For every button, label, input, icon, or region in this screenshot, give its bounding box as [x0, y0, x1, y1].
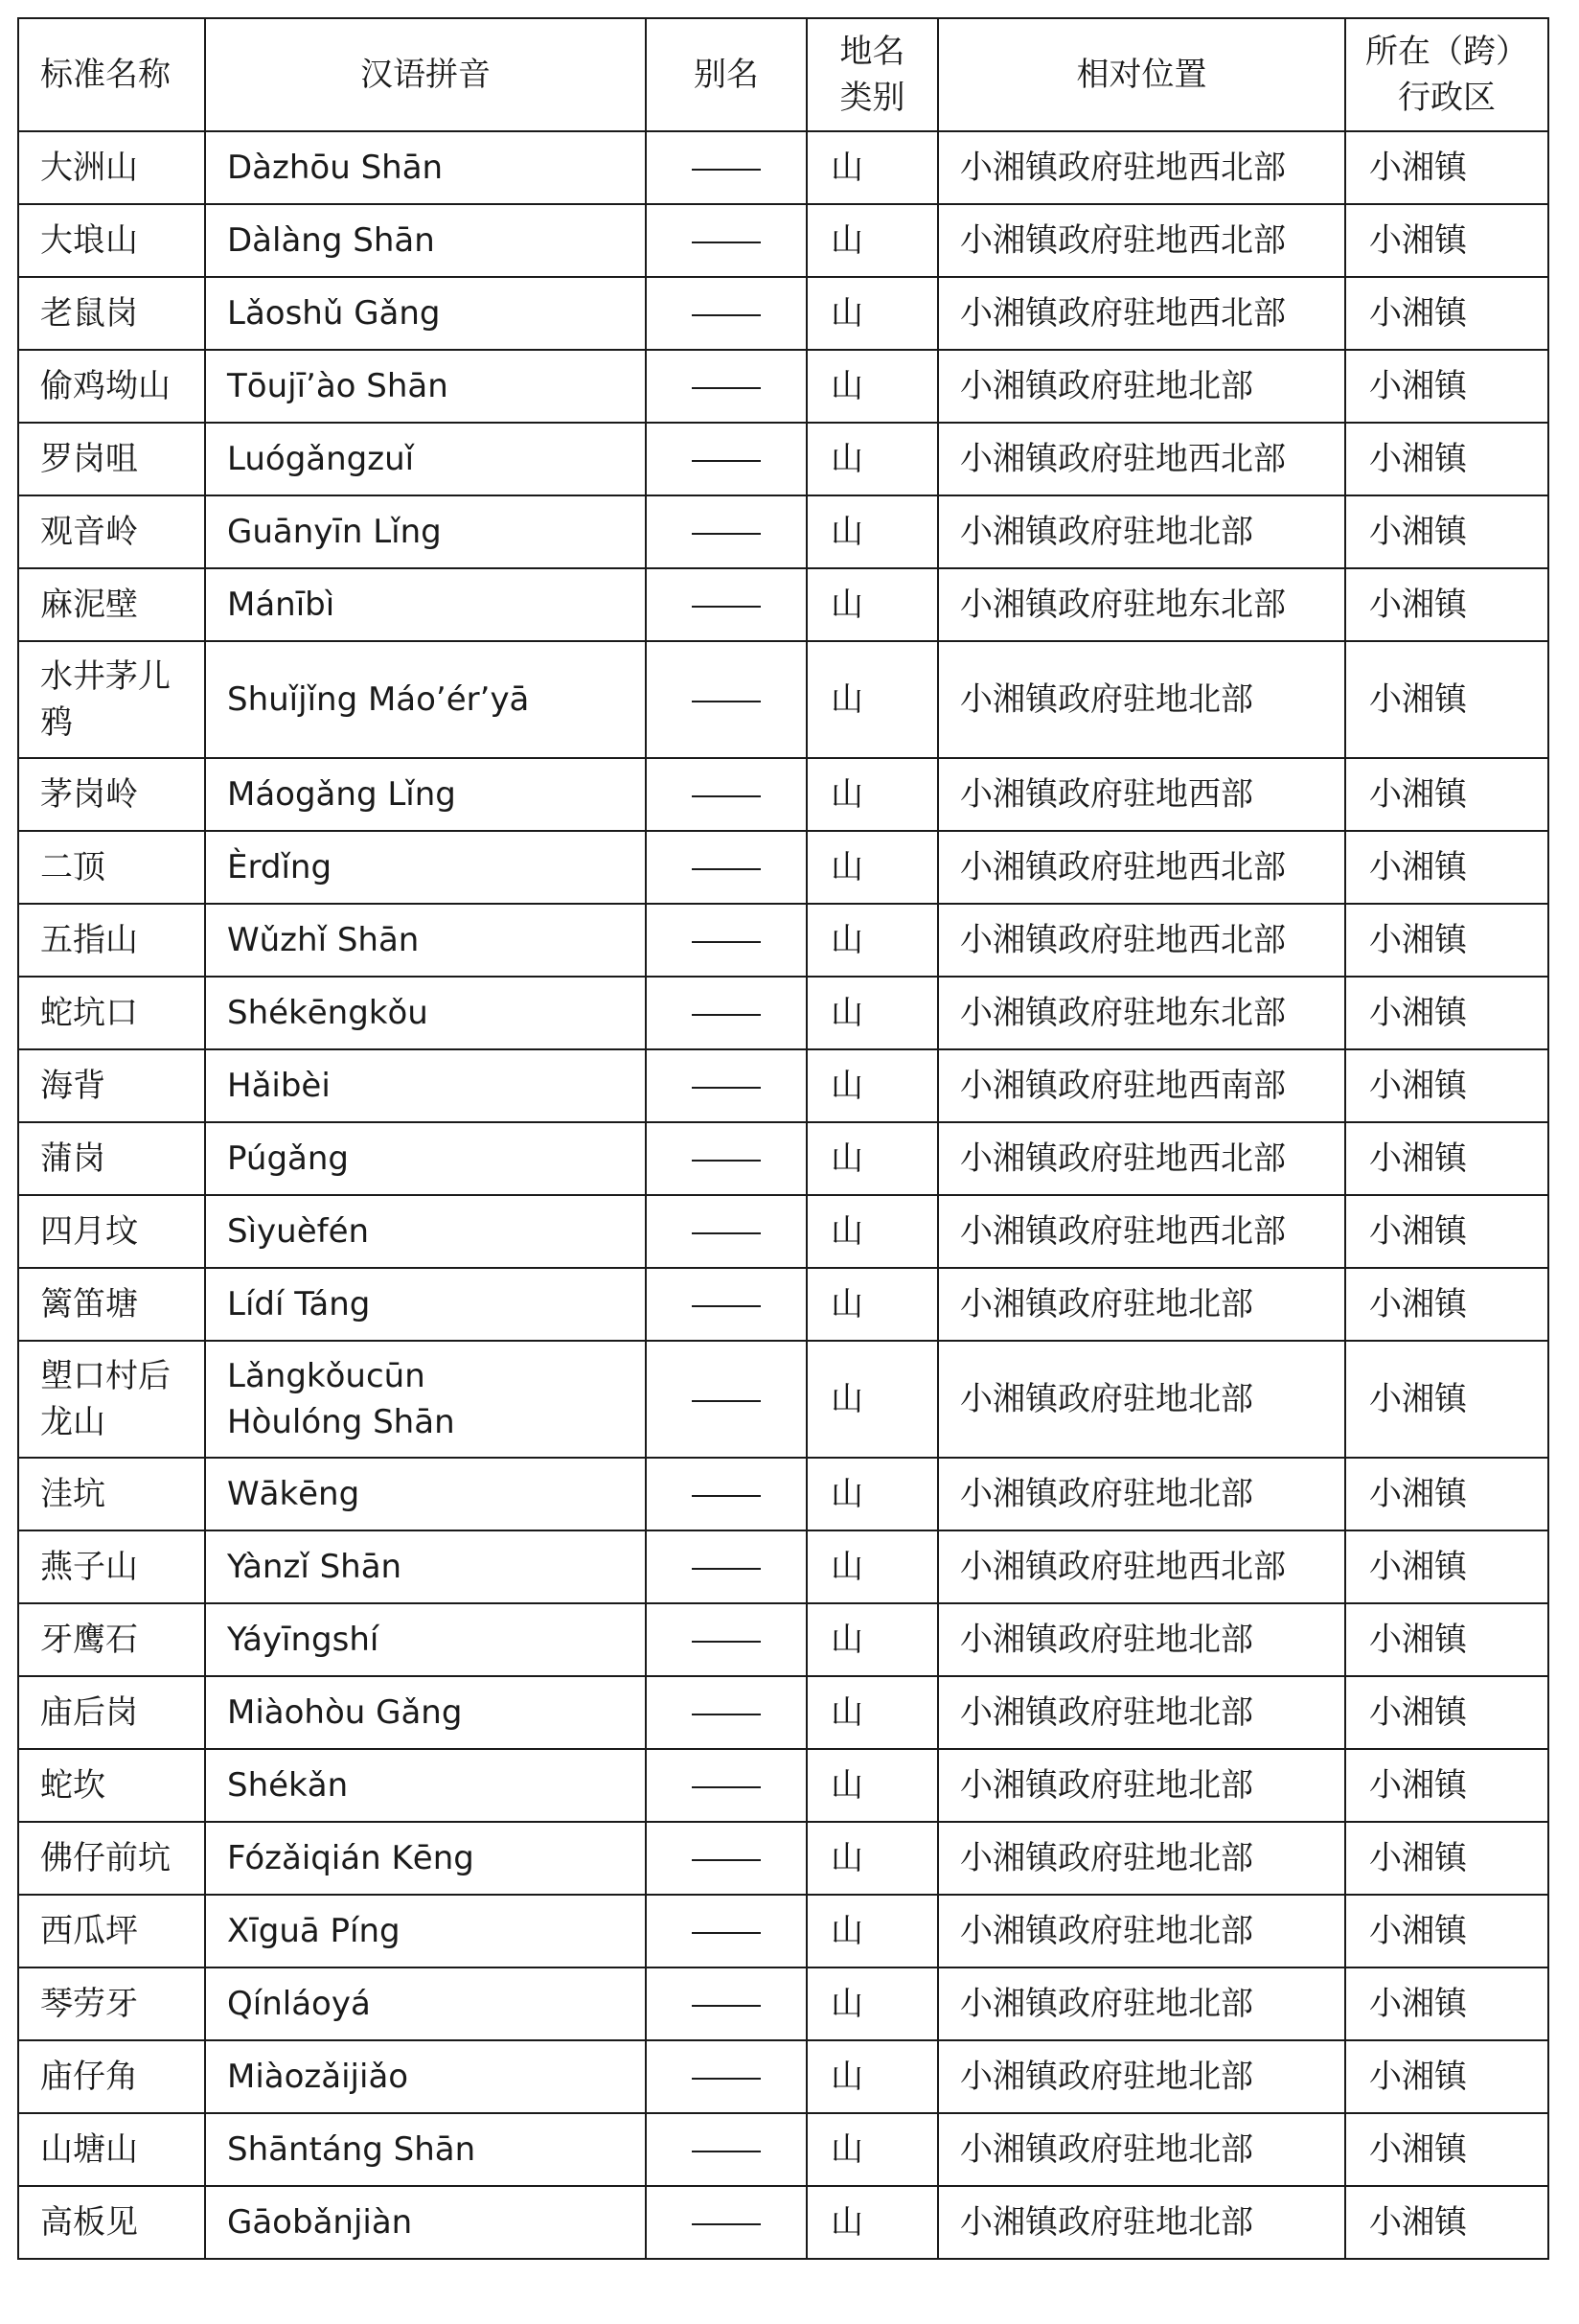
admin-region-cell: 小湘镇: [1345, 423, 1548, 495]
relative-position-cell: 小湘镇政府驻地西北部: [938, 1530, 1345, 1603]
alias-cell: [646, 1341, 807, 1458]
admin-region-cell: 小湘镇: [1345, 1895, 1548, 1967]
place-type-cell: 山: [807, 641, 938, 758]
alias-cell: [646, 568, 807, 641]
table-row: [18, 495, 1548, 568]
alias-empty-dash: [692, 1160, 761, 1162]
pinyin-cell: Wākēng: [205, 1458, 646, 1530]
table-row: [18, 277, 1548, 350]
alias-cell: [646, 277, 807, 350]
admin-region-cell: 小湘镇: [1345, 977, 1548, 1049]
pinyin-cell: Gāobǎnjiàn: [205, 2186, 646, 2259]
pinyin-cell: Xīguā Píng: [205, 1895, 646, 1967]
standard-name-cell: 四月坟: [18, 1195, 205, 1268]
alias-cell: [646, 423, 807, 495]
admin-region-cell: 小湘镇: [1345, 277, 1548, 350]
place-type-cell: 山: [807, 2113, 938, 2186]
alias-empty-dash: [692, 2005, 761, 2007]
table-row: [18, 423, 1548, 495]
pinyin-cell: Miàohòu Gǎng: [205, 1676, 646, 1749]
relative-position-cell: 小湘镇政府驻地北部: [938, 1822, 1345, 1895]
alias-empty-dash: [692, 1232, 761, 1234]
pinyin-cell: Dàlàng Shān: [205, 204, 646, 277]
alias-cell: [646, 758, 807, 831]
standard-name-cell: 罗岗咀: [18, 423, 205, 495]
admin-region-cell: 小湘镇: [1345, 1749, 1548, 1822]
place-name-table: [17, 17, 1549, 2260]
place-type-cell: 山: [807, 568, 938, 641]
alias-empty-dash: [692, 1087, 761, 1089]
header-standard-name: 标准名称: [18, 18, 205, 131]
standard-name-cell: 塱口村后龙山: [18, 1341, 205, 1458]
table-row: [18, 1268, 1548, 1341]
alias-empty-dash: [692, 169, 761, 171]
alias-empty-dash: [692, 460, 761, 462]
place-type-cell: 山: [807, 1895, 938, 1967]
admin-region-cell: 小湘镇: [1345, 1268, 1548, 1341]
relative-position-cell: 小湘镇政府驻地西北部: [938, 831, 1345, 904]
standard-name-cell: 偷鸡坳山: [18, 350, 205, 423]
header-admin-region: 所在（跨） 行政区: [1345, 18, 1548, 131]
table-row: [18, 1458, 1548, 1530]
relative-position-cell: 小湘镇政府驻地北部: [938, 1341, 1345, 1458]
alias-empty-dash: [692, 242, 761, 243]
alias-cell: [646, 1822, 807, 1895]
table-row: [18, 2186, 1548, 2259]
alias-empty-dash: [692, 1932, 761, 1934]
pinyin-cell: Guānyīn Lǐng: [205, 495, 646, 568]
admin-region-cell: 小湘镇: [1345, 1530, 1548, 1603]
alias-cell: [646, 2113, 807, 2186]
admin-region-cell: 小湘镇: [1345, 758, 1548, 831]
standard-name-cell: 牙鹰石: [18, 1603, 205, 1676]
alias-empty-dash: [692, 1641, 761, 1643]
alias-cell: [646, 1530, 807, 1603]
standard-name-cell: 观音岭: [18, 495, 205, 568]
place-type-cell: 山: [807, 904, 938, 977]
relative-position-cell: 小湘镇政府驻地西部: [938, 758, 1345, 831]
admin-region-cell: 小湘镇: [1345, 1049, 1548, 1122]
standard-name-cell: 山塘山: [18, 2113, 205, 2186]
table-row: [18, 641, 1548, 758]
table-row: [18, 1895, 1548, 1967]
place-type-cell: 山: [807, 1122, 938, 1195]
alias-empty-dash: [692, 1568, 761, 1570]
header-place-type: 地名 类别: [807, 18, 938, 131]
relative-position-cell: 小湘镇政府驻地北部: [938, 2040, 1345, 2113]
pinyin-cell: Shāntáng Shān: [205, 2113, 646, 2186]
standard-name-cell: 庙仔角: [18, 2040, 205, 2113]
relative-position-cell: 小湘镇政府驻地北部: [938, 1967, 1345, 2040]
alias-empty-dash: [692, 1714, 761, 1715]
admin-region-cell: 小湘镇: [1345, 568, 1548, 641]
admin-region-cell: 小湘镇: [1345, 204, 1548, 277]
standard-name-cell: 西瓜坪: [18, 1895, 205, 1967]
place-type-cell: 山: [807, 495, 938, 568]
place-type-cell: 山: [807, 1603, 938, 1676]
header-pinyin: 汉语拼音: [205, 18, 646, 131]
relative-position-cell: 小湘镇政府驻地东北部: [938, 977, 1345, 1049]
admin-region-cell: 小湘镇: [1345, 904, 1548, 977]
alias-empty-dash: [692, 533, 761, 535]
standard-name-cell: 老鼠岗: [18, 277, 205, 350]
standard-name-cell: 燕子山: [18, 1530, 205, 1603]
table-row: [18, 977, 1548, 1049]
alias-cell: [646, 131, 807, 204]
standard-name-cell: 琴劳牙: [18, 1967, 205, 2040]
place-type-cell: 山: [807, 2040, 938, 2113]
admin-region-cell: 小湘镇: [1345, 1341, 1548, 1458]
admin-region-cell: 小湘镇: [1345, 831, 1548, 904]
alias-cell: [646, 904, 807, 977]
alias-cell: [646, 204, 807, 277]
alias-cell: [646, 1195, 807, 1268]
standard-name-cell: 大洲山: [18, 131, 205, 204]
place-type-cell: 山: [807, 1341, 938, 1458]
standard-name-cell: 二顶: [18, 831, 205, 904]
relative-position-cell: 小湘镇政府驻地北部: [938, 495, 1345, 568]
table-row: [18, 568, 1548, 641]
relative-position-cell: 小湘镇政府驻地北部: [938, 1895, 1345, 1967]
table-row: [18, 2113, 1548, 2186]
relative-position-cell: 小湘镇政府驻地西南部: [938, 1049, 1345, 1122]
standard-name-cell: 茅岗岭: [18, 758, 205, 831]
header-alias: 别名: [646, 18, 807, 131]
alias-empty-dash: [692, 795, 761, 797]
pinyin-cell: Dàzhōu Shān: [205, 131, 646, 204]
table-row: [18, 1195, 1548, 1268]
relative-position-cell: 小湘镇政府驻地西北部: [938, 131, 1345, 204]
place-type-cell: 山: [807, 277, 938, 350]
place-type-cell: 山: [807, 1268, 938, 1341]
standard-name-cell: 蒲岗: [18, 1122, 205, 1195]
alias-cell: [646, 1895, 807, 1967]
pinyin-cell: Qínláoyá: [205, 1967, 646, 2040]
pinyin-cell: Mánībì: [205, 568, 646, 641]
header-relative-position: 相对位置: [938, 18, 1345, 131]
alias-cell: [646, 831, 807, 904]
alias-empty-dash: [692, 941, 761, 943]
standard-name-cell: 蛇坑口: [18, 977, 205, 1049]
pinyin-cell: Miàozǎijiǎo: [205, 2040, 646, 2113]
alias-cell: [646, 2186, 807, 2259]
alias-empty-dash: [692, 2223, 761, 2225]
place-type-cell: 山: [807, 131, 938, 204]
alias-empty-dash: [692, 1495, 761, 1497]
pinyin-cell: Wǔzhǐ Shān: [205, 904, 646, 977]
relative-position-cell: 小湘镇政府驻地西北部: [938, 1195, 1345, 1268]
admin-region-cell: 小湘镇: [1345, 641, 1548, 758]
pinyin-cell: Sìyuèfén: [205, 1195, 646, 1268]
place-type-cell: 山: [807, 1458, 938, 1530]
pinyin-cell: Máogǎng Lǐng: [205, 758, 646, 831]
table-row: [18, 131, 1548, 204]
pinyin-cell: Luógǎngzuǐ: [205, 423, 646, 495]
relative-position-cell: 小湘镇政府驻地北部: [938, 1268, 1345, 1341]
relative-position-cell: 小湘镇政府驻地西北部: [938, 277, 1345, 350]
admin-region-cell: 小湘镇: [1345, 1676, 1548, 1749]
admin-region-cell: 小湘镇: [1345, 1458, 1548, 1530]
table-row: [18, 1530, 1548, 1603]
place-type-cell: 山: [807, 831, 938, 904]
pinyin-cell: Lǎngkǒucūn Hòulóng Shān: [205, 1341, 646, 1458]
place-type-cell: 山: [807, 204, 938, 277]
table-row: [18, 904, 1548, 977]
standard-name-cell: 五指山: [18, 904, 205, 977]
admin-region-cell: 小湘镇: [1345, 1195, 1548, 1268]
place-type-cell: 山: [807, 423, 938, 495]
standard-name-cell: 高板见: [18, 2186, 205, 2259]
alias-cell: [646, 1967, 807, 2040]
relative-position-cell: 小湘镇政府驻地北部: [938, 1676, 1345, 1749]
relative-position-cell: 小湘镇政府驻地西北部: [938, 904, 1345, 977]
place-type-cell: 山: [807, 977, 938, 1049]
table-row: [18, 1676, 1548, 1749]
relative-position-cell: 小湘镇政府驻地西北部: [938, 204, 1345, 277]
place-type-cell: 山: [807, 1195, 938, 1268]
alias-cell: [646, 495, 807, 568]
alias-cell: [646, 641, 807, 758]
table-row: [18, 831, 1548, 904]
alias-cell: [646, 1122, 807, 1195]
table-row: [18, 350, 1548, 423]
alias-cell: [646, 1049, 807, 1122]
alias-cell: [646, 1749, 807, 1822]
header-row: [18, 18, 1548, 131]
pinyin-cell: Fózǎiqián Kēng: [205, 1822, 646, 1895]
alias-empty-dash: [692, 314, 761, 316]
pinyin-cell: Yànzǐ Shān: [205, 1530, 646, 1603]
alias-empty-dash: [692, 1786, 761, 1788]
relative-position-cell: 小湘镇政府驻地北部: [938, 641, 1345, 758]
place-type-cell: 山: [807, 1530, 938, 1603]
admin-region-cell: 小湘镇: [1345, 2040, 1548, 2113]
pinyin-cell: Shékēngkǒu: [205, 977, 646, 1049]
table-row: [18, 1822, 1548, 1895]
admin-region-cell: 小湘镇: [1345, 1603, 1548, 1676]
table-row: [18, 1603, 1548, 1676]
pinyin-cell: Èrdǐng: [205, 831, 646, 904]
pinyin-cell: Lǎoshǔ Gǎng: [205, 277, 646, 350]
standard-name-cell: 海背: [18, 1049, 205, 1122]
alias-cell: [646, 350, 807, 423]
place-type-cell: 山: [807, 2186, 938, 2259]
relative-position-cell: 小湘镇政府驻地东北部: [938, 568, 1345, 641]
table-row: [18, 1122, 1548, 1195]
standard-name-cell: 篱笛塘: [18, 1268, 205, 1341]
alias-cell: [646, 1676, 807, 1749]
table-row: [18, 204, 1548, 277]
relative-position-cell: 小湘镇政府驻地北部: [938, 1749, 1345, 1822]
standard-name-cell: 庙后岗: [18, 1676, 205, 1749]
admin-region-cell: 小湘镇: [1345, 1822, 1548, 1895]
standard-name-cell: 麻泥壁: [18, 568, 205, 641]
alias-empty-dash: [692, 2151, 761, 2152]
alias-cell: [646, 1603, 807, 1676]
alias-cell: [646, 2040, 807, 2113]
alias-empty-dash: [692, 1305, 761, 1307]
place-type-cell: 山: [807, 758, 938, 831]
pinyin-cell: Lídí Táng: [205, 1268, 646, 1341]
standard-name-cell: 大埌山: [18, 204, 205, 277]
pinyin-cell: Yáyīngshí: [205, 1603, 646, 1676]
alias-empty-dash: [692, 1400, 761, 1402]
table-row: [18, 1967, 1548, 2040]
admin-region-cell: 小湘镇: [1345, 2186, 1548, 2259]
alias-empty-dash: [692, 1014, 761, 1016]
table-row: [18, 758, 1548, 831]
standard-name-cell: 洼坑: [18, 1458, 205, 1530]
relative-position-cell: 小湘镇政府驻地西北部: [938, 1122, 1345, 1195]
admin-region-cell: 小湘镇: [1345, 1122, 1548, 1195]
relative-position-cell: 小湘镇政府驻地北部: [938, 350, 1345, 423]
place-type-cell: 山: [807, 1967, 938, 2040]
standard-name-cell: 蛇坎: [18, 1749, 205, 1822]
alias-empty-dash: [692, 606, 761, 608]
pinyin-cell: Púgǎng: [205, 1122, 646, 1195]
table-row: [18, 1341, 1548, 1458]
standard-name-cell: 佛仔前坑: [18, 1822, 205, 1895]
place-type-cell: 山: [807, 1049, 938, 1122]
table-row: [18, 2040, 1548, 2113]
place-type-cell: 山: [807, 1676, 938, 1749]
alias-empty-dash: [692, 2078, 761, 2080]
table-row: [18, 1749, 1548, 1822]
relative-position-cell: 小湘镇政府驻地西北部: [938, 423, 1345, 495]
admin-region-cell: 小湘镇: [1345, 350, 1548, 423]
admin-region-cell: 小湘镇: [1345, 131, 1548, 204]
alias-empty-dash: [692, 868, 761, 870]
alias-empty-dash: [692, 1859, 761, 1861]
relative-position-cell: 小湘镇政府驻地北部: [938, 2113, 1345, 2186]
admin-region-cell: 小湘镇: [1345, 1967, 1548, 2040]
standard-name-cell: 水井茅儿鸦: [18, 641, 205, 758]
alias-empty-dash: [692, 701, 761, 702]
place-type-cell: 山: [807, 350, 938, 423]
pinyin-cell: Shékǎn: [205, 1749, 646, 1822]
pinyin-cell: Tōujī’ào Shān: [205, 350, 646, 423]
alias-empty-dash: [692, 387, 761, 389]
table-row: [18, 1049, 1548, 1122]
relative-position-cell: 小湘镇政府驻地北部: [938, 2186, 1345, 2259]
place-type-cell: 山: [807, 1822, 938, 1895]
alias-cell: [646, 1268, 807, 1341]
admin-region-cell: 小湘镇: [1345, 2113, 1548, 2186]
admin-region-cell: 小湘镇: [1345, 495, 1548, 568]
alias-cell: [646, 1458, 807, 1530]
alias-cell: [646, 977, 807, 1049]
relative-position-cell: 小湘镇政府驻地北部: [938, 1458, 1345, 1530]
place-type-cell: 山: [807, 1749, 938, 1822]
pinyin-cell: Hǎibèi: [205, 1049, 646, 1122]
relative-position-cell: 小湘镇政府驻地北部: [938, 1603, 1345, 1676]
pinyin-cell: Shuǐjǐng Máo’ér’yā: [205, 641, 646, 758]
